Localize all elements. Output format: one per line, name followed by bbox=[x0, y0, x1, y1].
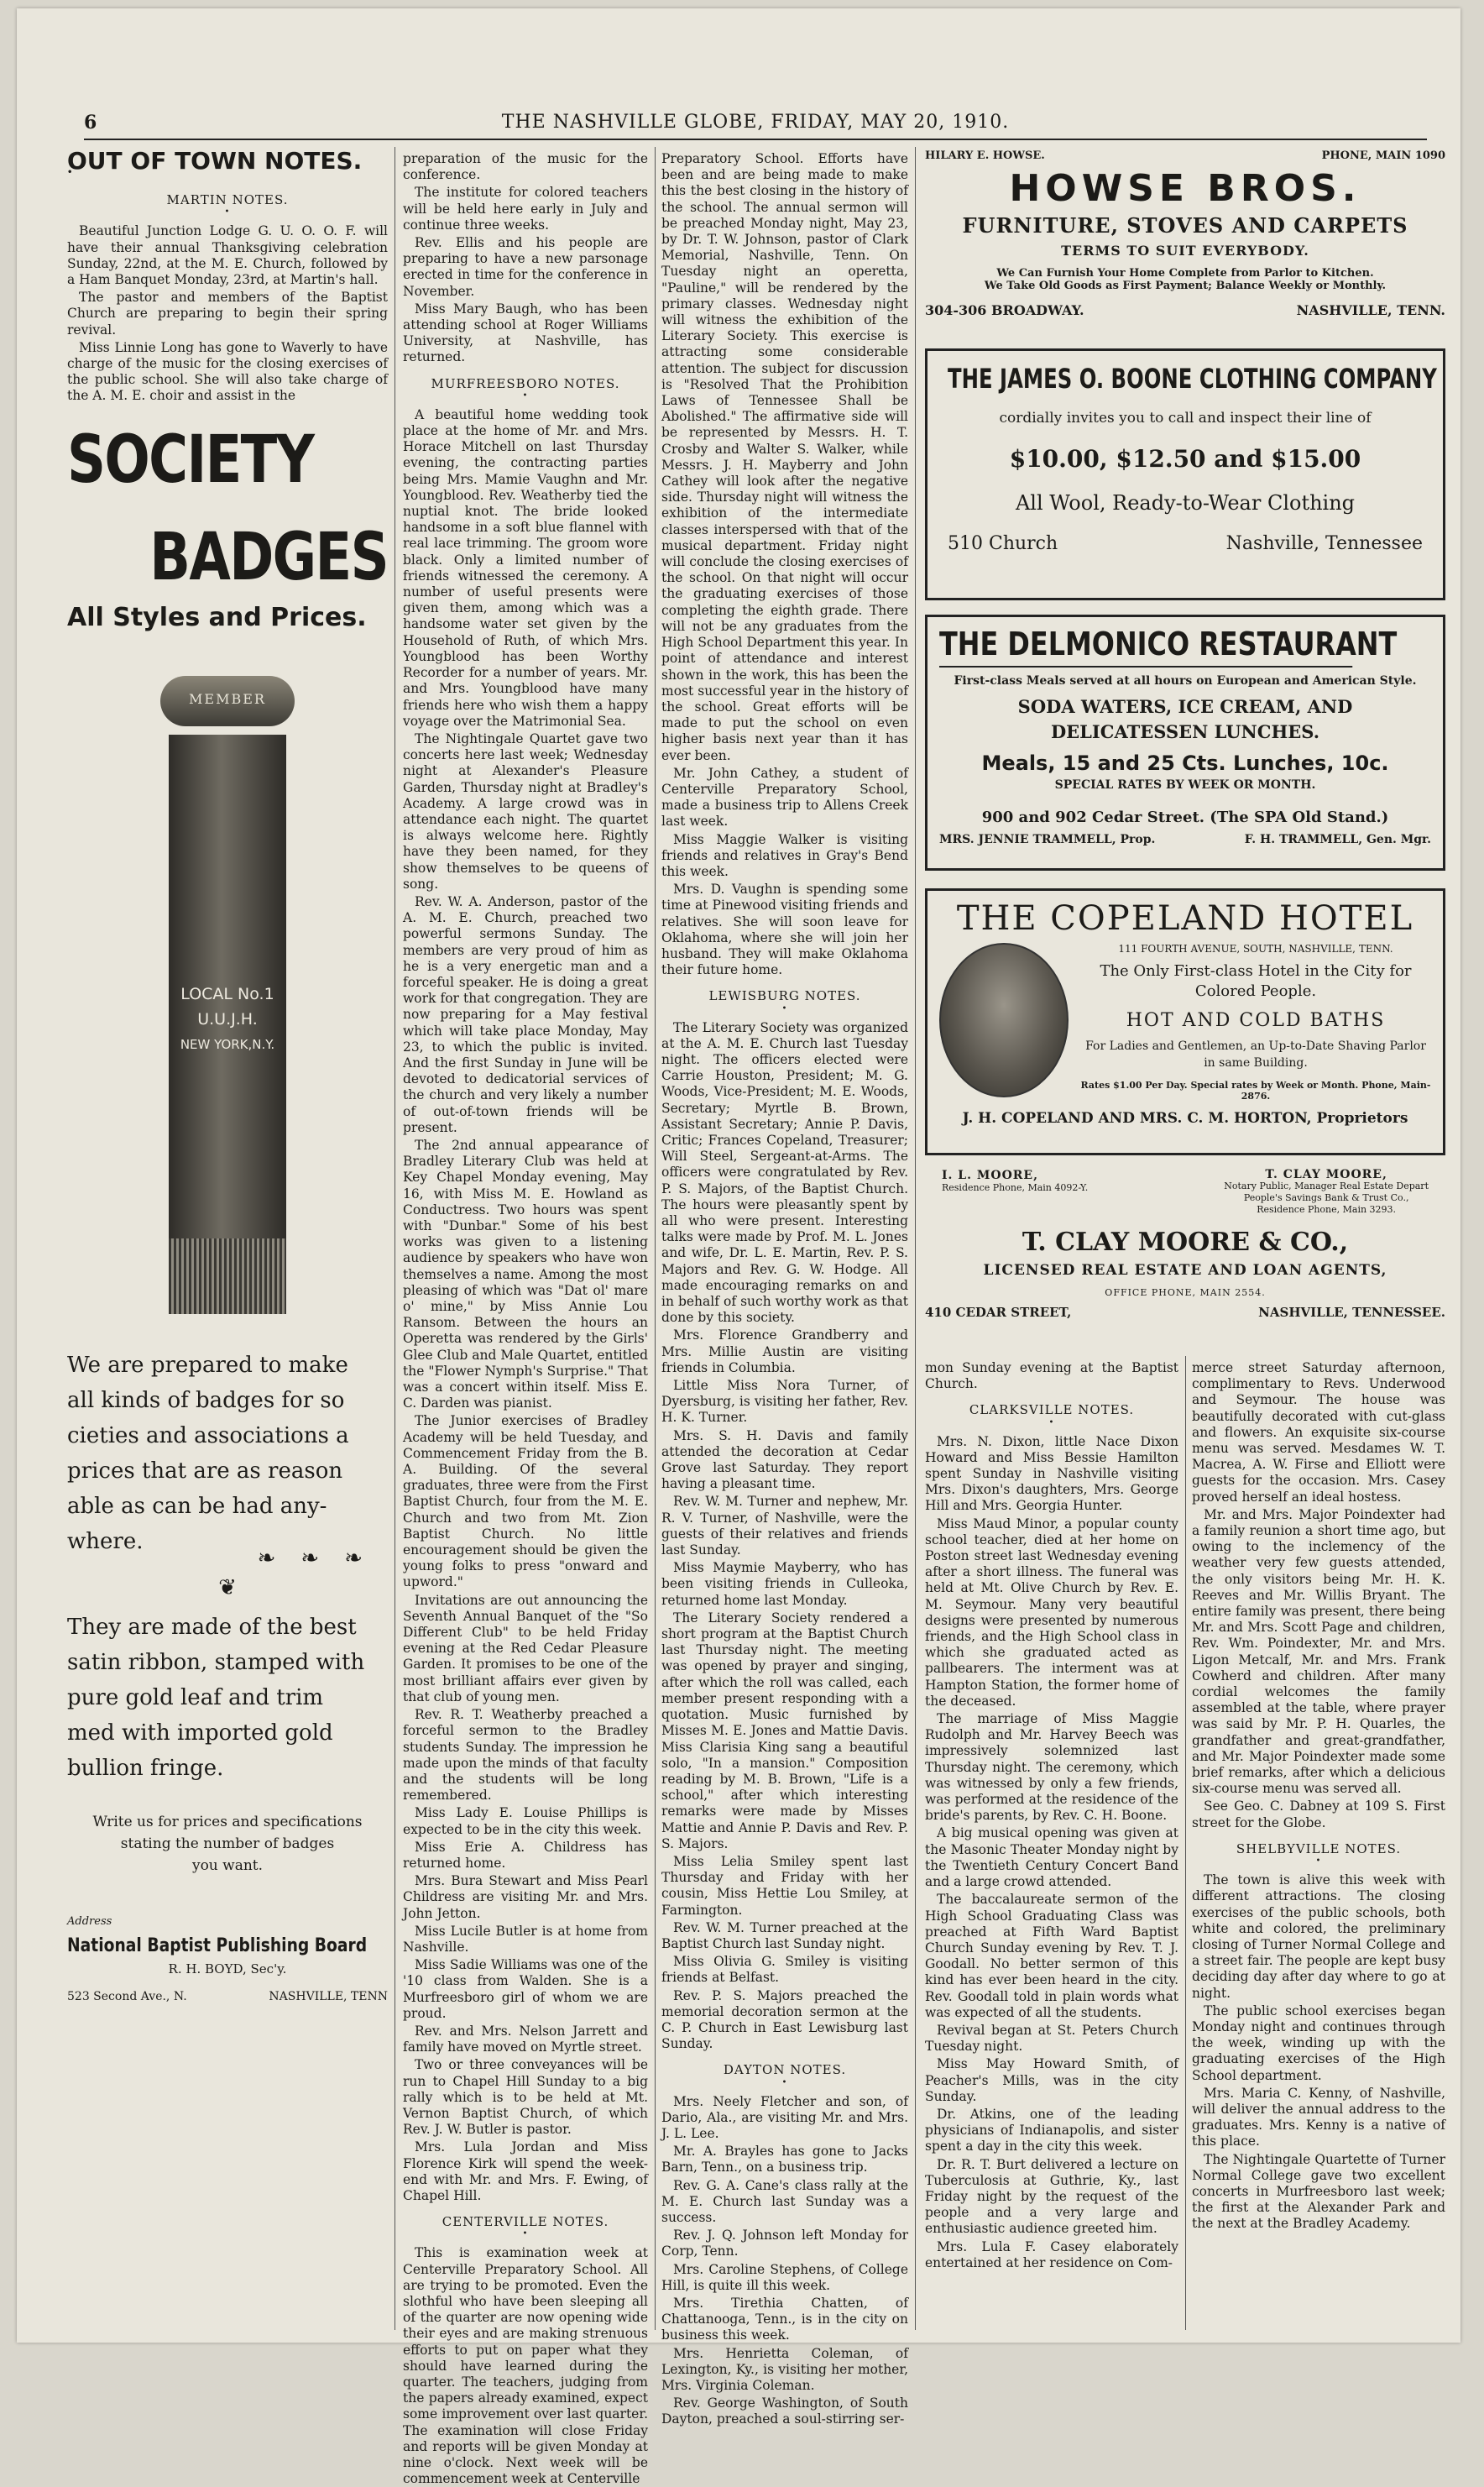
howse-name: HOWSE BROS. bbox=[1009, 167, 1361, 210]
society-badges-ad bbox=[67, 421, 388, 2005]
boone-name: THE JAMES O. BOONE CLOTHING COMPANY bbox=[948, 363, 1437, 395]
column-rule bbox=[655, 147, 656, 2330]
column-rule bbox=[915, 147, 916, 2330]
t-clay-line: Residence Phone, Main 3293. bbox=[1257, 1204, 1397, 1215]
article-paragraph: Rev. W. M. Turner and nephew, Mr. R. V. Turner, of Nashville, were the guests of their relatives and friends last Sunday. bbox=[661, 1494, 908, 1558]
article-paragraph: Mrs. Neely Fletcher and son, of Dario, Ala., are visiting Mr. and Mrs. J. L. Lee. bbox=[661, 2093, 908, 2141]
copeland-hotel-ad bbox=[925, 888, 1445, 1155]
article-paragraph: Rev. George Washington, of South Dayton, preached a soul-stirring ser- bbox=[661, 2395, 908, 2427]
badge-pin-text: MEMBER bbox=[189, 690, 266, 707]
article-paragraph: Miss Maggie Walker is visiting friends and relatives in Gray's Bend this week. bbox=[661, 831, 908, 879]
article-paragraph: The Junior exercises of Bradley Academy will be held Tuesday, and Commencement Friday from the B. A. Building. Of the several graduates, three were from the First Baptist Church, four from the M. E. Church and two from Mt. Zion Baptist Church. No little encouragement should be given the young folks to press "onward and upword." bbox=[403, 1413, 648, 1590]
article-paragraph: Rev. P. S. Majors preached the memorial decoration sermon at the C. P. Church in East Lewisburg last Sunday. bbox=[661, 1987, 908, 2052]
ad-line: pure gold leaf and trim bbox=[67, 1685, 324, 1711]
boone-address: 510 Church bbox=[948, 533, 1058, 554]
article-paragraph: Miss Sadie Williams was one of the '10 class from Walden. She is a Murfreesboro girl of whom we are proud. bbox=[403, 1957, 648, 2021]
howse-city: NASHVILLE, TENN. bbox=[1296, 302, 1445, 318]
copeland-baths: HOT AND COLD BATHS bbox=[1126, 1010, 1386, 1031]
article-paragraph: A big musical opening was given at the Masonic Theater Monday night by the Twentieth Century Concert Band and a large crowd attended. bbox=[925, 1825, 1178, 1890]
delmonico-meals: First-class Meals served at all hours on European and American Style. bbox=[954, 674, 1417, 688]
article-paragraph: Beautiful Junction Lodge G. U. O. O. F. will have their annual Thanksgiving celebration Sunday, 22nd, at the M. E. Church, followed by a Ham Banquet Monday, 23rd, at Martin's hall. bbox=[67, 223, 388, 288]
article-paragraph: Mrs. Bura Stewart and Miss Pearl Childress are visiting Mr. and Mrs. John Jetton. bbox=[403, 1873, 648, 1921]
article-paragraph: Miss Olivia G. Smiley is visiting friends at Belfast. bbox=[661, 1954, 908, 1986]
article-paragraph: Rev. R. T. Weatherby preached a forceful sermon to the Bradley students Sunday. The impression he made upon the minds of that faculty and the students will be long remembered. bbox=[403, 1707, 648, 1804]
column-2 bbox=[403, 151, 648, 2487]
article-paragraph: Rev. Ellis and his people are preparing to have a new parsonage erected in time for the conference in November. bbox=[403, 235, 648, 299]
copeland-name: THE COPELAND HOTEL bbox=[956, 899, 1414, 938]
article-paragraph: Mrs. Henrietta Coleman, of Lexington, Ky., is visiting her mother, Mrs. Virginia Coleman. bbox=[661, 2345, 908, 2394]
article-paragraph: Rev. W. A. Anderson, pastor of the A. M. E. Church, preached two powerful sermons Sunday. The members are very proud of him as he is a very energetic man and a forceful speaker. He is doing a great work for that congregation. They are now preparing for a May festival which will take place Monday, May 23, to which the public is invited. And the first Sunday in June will be devoted to dedicatorial services of the church and very likely a number of out-of-town friends will be present. bbox=[403, 893, 648, 1135]
ad-line: able as can be had any- bbox=[67, 1493, 327, 1519]
copeland-only: The Only First-class Hotel in the City for Colored People. bbox=[1100, 962, 1412, 1000]
newspaper-title: THE NASHVILLE GLOBE, FRIDAY, MAY 20, 1910. bbox=[501, 112, 1010, 133]
ad-line: where. bbox=[67, 1528, 144, 1554]
article-paragraph: Invitations are out announcing the Seventh Annual Banquet of the "So Different Club" to be held Friday evening at the Red Cedar Pleasure Garden. It promises to be one of the most brilliant affairs ever given by that club of young men. bbox=[403, 1592, 648, 1704]
martin-heading: MARTIN NOTES. • bbox=[67, 192, 388, 217]
page-number: 6 bbox=[84, 112, 98, 134]
ornament-icon: ❦ bbox=[218, 1575, 237, 1601]
ad-line: cieties and associations a bbox=[67, 1422, 349, 1448]
masthead bbox=[84, 105, 1427, 140]
delmonico-address: 900 and 902 Cedar Street. (The SPA Old Stand.) bbox=[981, 809, 1389, 826]
article-paragraph: The public school exercises began Monday night and continues through the week, winding up with the graduating exercises of the High School department. bbox=[1192, 2003, 1445, 2083]
article-paragraph: Preparatory School. Efforts have been and are being made to make this the best closing in the history of the school. The annual sermon will be preached Monday night, May 23, by Dr. T. W. Johnson, pastor of Clark Memorial, Nashville, Tenn. On Tuesday night an operetta, "Pauline," will be rendered by the primary classes. Wednesday night will witness the exhibition of the Literary Society. This exercise is attracting some considerable attention. The subject for discussion is "Resolved That the Prohibition Laws of Tennessee Shall be Abolished." The affirmative side will be represented by Messrs. H. T. Crosby and Walter S. Walker, while Messrs. J. H. Mayberry and John Cathey will look after the negative side. Thursday night will witness the exhibition of the intermediate classes interspersed with that of the musical department. Friday night will conclude the closing exercises of the school. On that night will occur the graduating exercises of those completing the eighth grade. There will not be any graduates from the High School Department this year. In point of attendance and interest shown in the work, this has been the most successful year in the history of the school. Great efforts will be made to put the school on even higher basis next year than it has ever been. bbox=[661, 151, 908, 763]
prepared-text bbox=[67, 1348, 388, 1559]
write-us-text bbox=[67, 1811, 388, 1877]
howse-address: 304-306 BROADWAY. bbox=[925, 302, 1084, 318]
murfreesboro-heading: MURFREESBORO NOTES. • bbox=[403, 376, 648, 401]
delmonico-price: Meals, 15 and 25 Cts. Lunches, 10c. bbox=[981, 751, 1389, 775]
t-clay-line: Notary Public, Manager Real Estate Depart bbox=[1224, 1181, 1429, 1191]
moore-city: NASHVILLE, TENNESSEE. bbox=[1258, 1305, 1445, 1320]
article-paragraph: Two or three conveyances will be run to Chapel Hill Sunday to a big rally which is to be held at Mt. Vernon Baptist Church, of which Rev. J. W. Butler is pastor. bbox=[403, 2057, 648, 2138]
article-paragraph: Dr. R. T. Burt delivered a lecture on Tuberculosis at Guthrie, Ky., last Friday night by the request of the people and a very large and enthusiastic audience greeted him. bbox=[925, 2156, 1178, 2237]
article-paragraph: Mr. A. Brayles has gone to Jacks Barn, Tenn., on a business trip. bbox=[661, 2144, 908, 2175]
proprietor-portrait bbox=[939, 943, 1069, 1097]
boone-clothing-ad bbox=[925, 348, 1445, 600]
column-5 bbox=[1192, 1360, 1445, 2334]
ribbon-text: LOCAL No.1 bbox=[180, 984, 274, 1003]
t-clay-moore: T. CLAY MOORE, bbox=[1265, 1168, 1387, 1181]
article-paragraph: See Geo. C. Dabney at 109 S. First street for the Globe. bbox=[1192, 1798, 1445, 1830]
article-paragraph: Miss Maymie Mayberry, who has been visiting friends in Culleoka, returned home last Monday. bbox=[661, 1560, 908, 1608]
article-paragraph: Rev. W. M. Turner preached at the Baptist Church last Sunday night. bbox=[661, 1919, 908, 1951]
ad-line: stating the number of badges bbox=[120, 1835, 335, 1853]
boone-city: Nashville, Tennessee bbox=[1225, 533, 1423, 554]
article-paragraph: The Nightingale Quartette of Turner Normal College gave two excellent concerts in Murfreesboro last week; the first at the Alexander Park and the next at the Bradley Academy. bbox=[1192, 2151, 1445, 2232]
article-paragraph: Miss May Howard Smith, of Peacher's Mills, was in the city Sunday. bbox=[925, 2056, 1178, 2104]
article-paragraph: preparation of the music for the conference. bbox=[403, 151, 648, 183]
article-paragraph: The baccalaureate sermon of the High School Graduating Class was preached at Fifth Ward Baptist Church Sunday evening by Rev. T. J. Goodall. No better sermon of this kind has ever been heard in the city. Rev. Goodall told in plain words what was expected of all the students. bbox=[925, 1892, 1178, 2020]
article-paragraph: The marriage of Miss Maggie Rudolph and Mr. Harvey Beech was impressively solemnized last Thursday night. The ceremony, which was witnessed by only a few friends, was performed at the residence of the bride's parents, by Rev. C. H. Boone. bbox=[925, 1711, 1178, 1824]
badge-ribbon bbox=[169, 735, 286, 1238]
article-paragraph: Mrs. Maria C. Kenny, of Nashville, will deliver the annual address to the graduates. Mrs. Kenny is a native of this place. bbox=[1192, 2085, 1445, 2149]
lewisburg-heading: LEWISBURG NOTES. • bbox=[661, 988, 908, 1013]
ad-line: bullion fringe. bbox=[67, 1756, 224, 1782]
out-of-town-heading: OUT OF TOWN NOTES. • bbox=[67, 153, 388, 177]
article-paragraph: The Nightingale Quartet gave two concerts here last week; Wednesday night at Alexander's Pleasure Garden, Thursday night at Bradley's Academy. A large crowd was in attendance each night. The quartet is always welcome here. Rightly have they been named, for they show themselves to be queens of song. bbox=[403, 730, 648, 892]
delmonico-prop: MRS. JENNIE TRAMMELL, Prop. bbox=[939, 833, 1156, 846]
ad-line: you want. bbox=[191, 1857, 264, 1875]
ad-line: Write us for prices and specifications bbox=[92, 1814, 363, 1831]
copeland-rates: Rates $1.00 Per Day. Special rates by Week or Month. Phone, Main-2876. bbox=[1080, 1080, 1431, 1102]
ad-line: prices that are as reason bbox=[67, 1458, 343, 1484]
ad-line: all kinds of badges for so bbox=[67, 1387, 345, 1413]
i-l-moore: I. L. MOORE, bbox=[942, 1169, 1038, 1182]
publisher-street: 523 Second Ave., N. bbox=[67, 1989, 187, 2003]
howse-line3: We Can Furnish Your Home Complete from Parlor to Kitchen. bbox=[996, 267, 1374, 280]
publisher-name: National Baptist Publishing Board bbox=[67, 1935, 368, 1957]
article-paragraph: The institute for colored teachers will be held here early in July and continue three weeks. bbox=[403, 185, 648, 233]
article-paragraph: Mrs. N. Dixon, little Nace Dixon Howard and Miss Bessie Hamilton spent Sunday in Nashville visiting Mrs. Dixon's daughters, Mrs. George Hill and Mrs. Georgia Hunter. bbox=[925, 1433, 1178, 1514]
delmonico-ad bbox=[925, 615, 1445, 871]
i-l-moore-phone: Residence Phone, Main 4092-Y. bbox=[942, 1182, 1089, 1193]
article-paragraph: The pastor and members of the Baptist Church are preparing to begin their spring revival. bbox=[67, 290, 388, 338]
t-clay-line: People's Savings Bank & Trust Co., bbox=[1243, 1192, 1409, 1203]
ad-line: satin ribbon, stamped with bbox=[67, 1650, 365, 1676]
publisher-secretary: R. H. BOYD, Sec'y. bbox=[168, 1961, 287, 1977]
howse-phone: PHONE, MAIN 1090 bbox=[1321, 149, 1445, 162]
article-paragraph: Mrs. Florence Grandberry and Mrs. Millie Austin are visiting friends in Columbia. bbox=[661, 1327, 908, 1375]
howse-line2: TERMS TO SUIT EVERYBODY. bbox=[1061, 243, 1309, 259]
howse-owner: HILARY E. HOWSE. bbox=[925, 149, 1045, 162]
article-paragraph: Mrs. Lula Jordan and Miss Florence Kirk will spend the week-end with Mr. and Mrs. F. Ewing, of Chapel Hill. bbox=[403, 2139, 648, 2203]
article-paragraph: Miss Mary Baugh, who has been attending school at Roger Williams University, at Nashville, has returned. bbox=[403, 301, 648, 365]
delmonico-rates: SPECIAL RATES BY WEEK OR MONTH. bbox=[1054, 778, 1316, 792]
article-paragraph: merce street Saturday afternoon, complimentary to Revs. Underwood and Seymour. The house was beautifully decorated with cut-glass and flowers. An exquisite six-course menu was served. Mesdames W. T. Macrea, A. W. Firse and Elliott were guests for the occasion. Mrs. Casey proved herself an ideal hostess. bbox=[1192, 1360, 1445, 1505]
ad-line: They are made of the best bbox=[67, 1615, 357, 1641]
delmonico-soda: SODA WATERS, ICE CREAM, AND DELICATESSEN LUNCHES. bbox=[1017, 696, 1353, 742]
article-paragraph: A beautiful home wedding took place at the home of Mr. and Mrs. Horace Mitchell on last Thursday evening, the contracting parties being Mrs. Mamie Vaughn and Mr. Youngblood. Rev. Weatherby tied the nuptial knot. The bride looked handsome in a soft blue flannel with real lace trimming. The groom wore black. Only a limited number of friends witnessed the ceremony. A number of useful presents were given them, among which was a handsome water set given by the Household of Ruth, of which Mrs. Youngblood has been Worthy Recorder for a number of years. Mr. and Mrs. Youngblood have many friends here who wish them a happy voyage over the Matrimonial Sea. bbox=[403, 406, 648, 729]
moore-firm: T. CLAY MOORE & CO., bbox=[1022, 1228, 1349, 1257]
article-paragraph: The Literary Society was organized at the A. M. E. Church last Tuesday night. The officers elected were Carrie Houston, President; M. G. Woods, Vice-President; M. E. Woods, Secretary; Myrtle B. Brown, Assistant Secretary; Annie P. Davis, Critic; Frances Copeland, Treasurer; Will Steel, Sergeant-at-Arms. The officers were congratulated by Rev. P. S. Majors, of the Baptist Church. The hours were pleasantly spent by all who were present. Interesting talks were made by Prof. M. L. Jones and wife, Dr. L. E. Martin, Rev. P. S. Majors and Rev. G. W. Hodge. All made encouraging remarks on and in behalf of such worthy work as that done by this society. bbox=[661, 1019, 908, 1326]
article-paragraph: Mrs. Tirethia Chatten, of Chattanooga, Tenn., is in the city on business this week. bbox=[661, 2296, 908, 2343]
fleuron-icon: ❧❧❧ bbox=[257, 1545, 388, 1571]
article-paragraph: This is examination week at Centerville Preparatory School. All are trying to be promoted. Even the slothful who have been sleeping all of the quarter are now opening wide their eyes and are making strenuous efforts to put on paper what they should have learned during the quarter. The teachers, judging from the papers already examined, expect some improvement over last quarter. The examination will close Friday and reports will be given Monday at nine o'clock. Next week will be commencement week at Centerville bbox=[403, 2245, 648, 2487]
boone-invite: cordially invites you to call and inspect their line of bbox=[999, 410, 1372, 427]
howse-line1: FURNITURE, STOVES AND CARPETS bbox=[962, 213, 1408, 238]
delmonico-name: THE DELMONICO RESTAURANT bbox=[939, 626, 1352, 668]
article-paragraph: Mrs. Caroline Stephens, of College Hill, is quite ill this week. bbox=[661, 2261, 908, 2293]
delmonico-mgr: F. H. TRAMMELL, Gen. Mgr. bbox=[1244, 833, 1431, 846]
ribbon-text: U.U.J.H. bbox=[197, 1009, 258, 1029]
column-3 bbox=[661, 151, 908, 2427]
article-paragraph: The town is alive this week with different attractions. The closing exercises of the public schools, both white and colored, the preliminary closing of Turner Normal College and a street fair. The people are kept busy deciding day after day where to go at night. bbox=[1192, 1872, 1445, 2001]
made-of-text bbox=[67, 1610, 388, 1786]
howse-line4: We Take Old Goods as First Payment; Balance Weekly or Monthly. bbox=[984, 280, 1387, 292]
clarksville-heading: CLARKSVILLE NOTES. • bbox=[925, 1402, 1178, 1427]
boone-wool: All Wool, Ready-to-Wear Clothing bbox=[1015, 491, 1356, 515]
ad-line: We are prepared to make bbox=[67, 1352, 348, 1378]
styles-prices: All Styles and Prices. bbox=[67, 602, 367, 632]
centerville-heading: CENTERVILLE NOTES. • bbox=[403, 2214, 648, 2238]
article-paragraph: Dr. Atkins, one of the leading physicians of Indianapolis, and sister spent a day in the city this week. bbox=[925, 2106, 1178, 2155]
article-paragraph: Miss Lucile Butler is at home from Nashville. bbox=[403, 1923, 648, 1955]
article-paragraph: Mr. John Cathey, a student of Centerville Preparatory School, made a business trip to Allens Creek last week. bbox=[661, 765, 908, 830]
column-1 bbox=[67, 147, 388, 2334]
ribbon-text: NEW YORK,N.Y. bbox=[180, 1036, 275, 1052]
publisher-address bbox=[67, 1989, 388, 2005]
article-paragraph: Miss Linnie Long has gone to Waverly to have charge of the music for the closing exercises of the public school. She will also take charge of the A. M. E. choir and assist in the bbox=[67, 339, 388, 404]
moore-licensed: LICENSED REAL ESTATE AND LOAN AGENTS, bbox=[983, 1262, 1387, 1279]
ad-line: med with imported gold bbox=[67, 1720, 333, 1746]
article-paragraph: Little Miss Nora Turner, of Dyersburg, is visiting her father, Rev. H. K. Turner. bbox=[661, 1378, 908, 1426]
newspaper-page bbox=[17, 8, 1460, 2487]
column-rule bbox=[1185, 1356, 1186, 2330]
column-4 bbox=[925, 1360, 1178, 2334]
copeland-ladies: For Ladies and Gentlemen, an Up-to-Date Shaving Parlor in same Building. bbox=[1085, 1039, 1426, 1070]
article-paragraph: Rev. J. Q. Johnson left Monday for Corp, Tenn. bbox=[661, 2228, 908, 2259]
article-paragraph: Mrs. S. H. Davis and family attended the decoration at Cedar Grove last Saturday. They report having a pleasant time. bbox=[661, 1427, 908, 1492]
publisher-city: NASHVILLE, TENN bbox=[269, 1989, 388, 2003]
article-paragraph: Mrs. Lula F. Casey elaborately entertained at her residence on Com- bbox=[925, 2238, 1178, 2270]
badge-pin bbox=[160, 676, 295, 726]
copeland-proprietors: J. H. COPELAND AND MRS. C. M. HORTON, Proprietors bbox=[962, 1110, 1408, 1127]
howse-bros-ad bbox=[925, 149, 1445, 344]
article-paragraph: Mrs. D. Vaughn is spending some time at Pinewood visiting friends and relatives. She will soon leave for Oklahoma, where she will join her husband. They will make Oklahoma their future home. bbox=[661, 882, 908, 978]
moore-address: 410 CEDAR STREET, bbox=[925, 1305, 1072, 1320]
article-paragraph: mon Sunday evening at the Baptist Church. bbox=[925, 1360, 1178, 1392]
moore-office-phone: OFFICE PHONE, MAIN 2554. bbox=[1105, 1287, 1266, 1298]
badges-headline: BADGES bbox=[149, 519, 388, 595]
article-paragraph: The Literary Society rendered a short program at the Baptist Church last Thursday night. The meeting was opened by prayer and singing, after which the roll was called, each member present responding with a quotation. Music furnished by Misses M. E. Jones and Mattie Davis. Miss Clarisia King sang a beautiful solo, "In a mansion." Composition reading by M. B. Brown, "Life is a school," after which interesting remarks were made by Misses Mattie and Annie P. Davis and Rev. P. S. Majors. bbox=[661, 1610, 908, 1851]
article-paragraph: Mr. and Mrs. Major Poindexter had a family reunion a short time ago, but owing to the inclemency of the weather very few guests attended, the only visitors being Mr. H. K. Reeves and Mr. Willis Bryant. The entire family was present, there being Mr. and Mrs. Scott Page and children, Rev. Wm. Poindexter, Mr. and Mrs. Ligon Metcalf, Mr. and Mrs. Frank Cowherd and children. After many cordial welcomes the family assembled at the table, where prayer was said by Mr. P. H. Quarles, the grandfather and great-grandfather, and Mr. Major Poindexter made some brief remarks, after which a delicious six-course menu was served all. bbox=[1192, 1506, 1445, 1797]
article-paragraph: Miss Erie A. Childress has returned home. bbox=[403, 1839, 648, 1871]
copeland-address: 111 FOURTH AVENUE, SOUTH, NASHVILLE, TENN. bbox=[1118, 943, 1393, 955]
article-paragraph: Rev. and Mrs. Nelson Jarrett and family have moved on Myrtle street. bbox=[403, 2023, 648, 2055]
moore-real-estate-ad bbox=[925, 1169, 1445, 1347]
article-paragraph: The 2nd annual appearance of Bradley Literary Club was held at Key Chapel Monday evening, May 16, with Miss M. E. Howland as Conductress. Two hours was spent with "Dunbar." Some of his best works was given to a listening audience by speakers who have won themselves a name. Among the most pleasing of which was "Dat ol' mare o' mine," by Miss Annie Lou Ransom. Between the hours an Operetta was rendered by the Girls' Glee Club and Male Quartet, entitled the "Flower Nymph's Surprise." That was a concert within itself. Miss E. C. Darden was pianist. bbox=[403, 1137, 648, 1411]
article-paragraph: Miss Maud Minor, a popular county school teacher, died at her home on Poston street last Wednesday evening after a short illness. The funeral was held at Mt. Olive Church by Rev. E. M. Seymour. Many very beautiful designs were presented by numerous friends, and the High School class in which she graduated acted as pallbearers. The interment was at Hampton Station, the former home of the deceased. bbox=[925, 1516, 1178, 1709]
dayton-heading: DAYTON NOTES. • bbox=[661, 2062, 908, 2086]
article-paragraph: Miss Lady E. Louise Phillips is expected to be in the city this week. bbox=[403, 1805, 648, 1837]
article-paragraph: Rev. G. A. Cane's class rally at the M. E. Church last Sunday was a success. bbox=[661, 2177, 908, 2225]
badge-fringe bbox=[169, 1238, 286, 1314]
society-headline: SOCIETY bbox=[67, 421, 314, 498]
badge-illustration bbox=[144, 676, 311, 1314]
address-label: Address bbox=[67, 1915, 112, 1929]
article-paragraph: Miss Lelia Smiley spent last Thursday and Friday with her cousin, Miss Hettie Lou Smiley, at Farmington. bbox=[661, 1853, 908, 1918]
shelbyville-heading: SHELBYVILLE NOTES. • bbox=[1192, 1841, 1445, 1866]
article-paragraph: Revival began at St. Peters Church Tuesday night. bbox=[925, 2022, 1178, 2055]
boone-prices: $10.00, $12.50 and $15.00 bbox=[1009, 445, 1361, 473]
